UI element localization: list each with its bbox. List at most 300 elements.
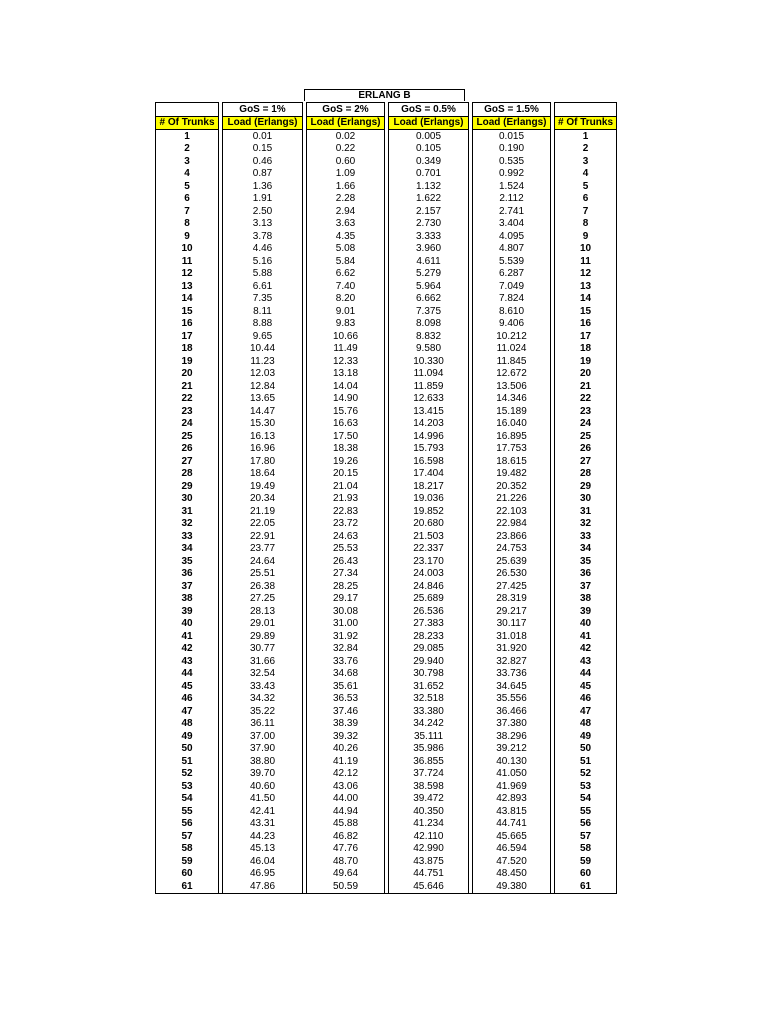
cell-gos-2-col: 1.09 [307,168,385,181]
cell-trunks-col: 20 [156,368,219,381]
cell-gos-1-col: 17.80 [223,455,303,468]
cell-gos-1-col: 5.16 [223,255,303,268]
cell-gos-1-col: 26.38 [223,580,303,593]
cell-gos-2-col: 5.84 [307,255,385,268]
cell-trunks-col: 3 [156,155,219,168]
cell-gos-2-col: 27.34 [307,568,385,581]
table-row [156,218,617,231]
cell-trunks-right-col: 23 [555,405,617,418]
cell-gos-05-col: 35.111 [389,730,469,743]
table-row [156,305,617,318]
table-row [156,768,617,781]
cell-trunks-col: 10 [156,243,219,256]
cell-gos-2-col: 21.93 [307,493,385,506]
cell-trunks-right-col: 40 [555,618,617,631]
cell-trunks-right-col: 57 [555,830,617,843]
cell-trunks-right-col: 58 [555,843,617,856]
cell-gos-2-col: 17.50 [307,430,385,443]
table-row [156,605,617,618]
cell-trunks-right-col: 21 [555,380,617,393]
cell-trunks-right-col: 6 [555,193,617,206]
cell-gos-1-col: 32.54 [223,668,303,681]
cell-gos-05-col: 1.132 [389,180,469,193]
cell-gos-1-col: 23.77 [223,543,303,556]
cell-gos-15-col: 8.610 [473,305,551,318]
cell-trunks-col: 35 [156,555,219,568]
cell-gos-15-col: 47.520 [473,855,551,868]
cell-gos-05-col: 8.098 [389,318,469,331]
cell-gos-2-col: 36.53 [307,693,385,706]
cell-gos-15-col: 11.024 [473,343,551,356]
cell-trunks-right-col: 1 [555,130,617,143]
cell-gos-15-col: 4.095 [473,230,551,243]
table-row [156,868,617,881]
cell-trunks-col: 53 [156,780,219,793]
cell-trunks-right-col: 10 [555,243,617,256]
cell-gos-2-col: 49.64 [307,868,385,881]
cell-gos-05-col: 8.832 [389,330,469,343]
cell-gos-15-col: 43.815 [473,805,551,818]
cell-trunks-right-col: 22 [555,393,617,406]
cell-gos-2-col: 38.39 [307,718,385,731]
cell-gos-05-col: 24.003 [389,568,469,581]
cell-gos-2-col: 30.08 [307,605,385,618]
cell-trunks-col: 56 [156,818,219,831]
cell-gos-2-col: 22.83 [307,505,385,518]
cell-trunks-right-col: 42 [555,643,617,656]
cell-gos-2-col: 43.06 [307,780,385,793]
table-row [156,380,617,393]
cell-trunks-right-col: 19 [555,355,617,368]
table-row [156,343,617,356]
cell-gos-2-col: 6.62 [307,268,385,281]
table-row [156,318,617,331]
cell-gos-15-col: 32.827 [473,655,551,668]
cell-trunks-right-col: 11 [555,255,617,268]
cell-gos-05-col: 35.986 [389,743,469,756]
cell-trunks-col: 24 [156,418,219,431]
cell-trunks-right-col [555,103,617,117]
cell-gos-2-col: 47.76 [307,843,385,856]
cell-gos-15-col: 23.866 [473,530,551,543]
cell-trunks-right-col: 2 [555,143,617,156]
cell-gos-15-col: 0.190 [473,143,551,156]
cell-gos-05-col: 36.855 [389,755,469,768]
cell-gos-15-col: 31.018 [473,630,551,643]
cell-gos-1-col: 2.50 [223,205,303,218]
cell-gos-05-col: 15.793 [389,443,469,456]
cell-trunks-col: 11 [156,255,219,268]
cell-gos-2-col: 1.66 [307,180,385,193]
cell-gos-1-col: 8.11 [223,305,303,318]
cell-gos-1-col: 29.89 [223,630,303,643]
cell-gos-15-col: 2.112 [473,193,551,206]
table-row [156,880,617,893]
cell-trunks-col: 7 [156,205,219,218]
table-row [156,793,617,806]
cell-gos-05-col: 29.085 [389,643,469,656]
cell-gos-05-col: 20.680 [389,518,469,531]
table-row [156,818,617,831]
cell-gos-15-col: 7.049 [473,280,551,293]
cell-gos-15-col: 46.594 [473,843,551,856]
cell-gos-1-col: 39.70 [223,768,303,781]
cell-trunks-right-col: 15 [555,305,617,318]
cell-trunks-col: 46 [156,693,219,706]
cell-trunks-right-col: 29 [555,480,617,493]
cell-trunks-right-col: 43 [555,655,617,668]
cell-gos-1-col: 8.88 [223,318,303,331]
cell-gos-2-col: 28.25 [307,580,385,593]
cell-gos-2-col: 14.04 [307,380,385,393]
cell-gos-1-col: 22.91 [223,530,303,543]
cell-gos-15-col: 45.665 [473,830,551,843]
cell-trunks-col: 29 [156,480,219,493]
cell-gos-05-col: 11.094 [389,368,469,381]
cell-trunks-right-col: # Of Trunks [555,116,617,130]
cell-gos-1-col: 1.91 [223,193,303,206]
cell-gos-15-col: 36.466 [473,705,551,718]
cell-gos-15-col: 2.741 [473,205,551,218]
cell-gos-15-col: 19.482 [473,468,551,481]
cell-gos-2-col: 9.83 [307,318,385,331]
cell-gos-1-col: GoS = 1% [223,103,303,117]
cell-trunks-col: 21 [156,380,219,393]
cell-gos-05-col: 6.662 [389,293,469,306]
table-row [156,330,617,343]
cell-trunks-right-col: 14 [555,293,617,306]
cell-gos-05-col: 29.940 [389,655,469,668]
table-row [156,843,617,856]
cell-gos-15-col: 37.380 [473,718,551,731]
table-row [156,530,617,543]
cell-gos-1-col: 44.23 [223,830,303,843]
cell-trunks-right-col: 24 [555,418,617,431]
table-row [156,630,617,643]
cell-gos-15-col: 9.406 [473,318,551,331]
cell-trunks-col: 27 [156,455,219,468]
table-row [156,618,617,631]
cell-gos-2-col: 0.60 [307,155,385,168]
column-header-row [156,116,617,130]
cell-gos-1-col: Load (Erlangs) [223,116,303,130]
cell-trunks-col: 42 [156,643,219,656]
cell-trunks-col: 45 [156,680,219,693]
cell-gos-05-col: 27.383 [389,618,469,631]
cell-gos-05-col: 38.598 [389,780,469,793]
cell-trunks-right-col: 16 [555,318,617,331]
cell-gos-1-col: 47.86 [223,880,303,893]
cell-gos-2-col: 46.82 [307,830,385,843]
cell-trunks-col: 34 [156,543,219,556]
cell-gos-1-col: 16.96 [223,443,303,456]
cell-gos-1-col: 16.13 [223,430,303,443]
table-row [156,393,617,406]
cell-gos-2-col: 15.76 [307,405,385,418]
cell-trunks-col: 59 [156,855,219,868]
cell-trunks-right-col: 55 [555,805,617,818]
cell-gos-1-col: 3.13 [223,218,303,231]
cell-gos-2-col: 14.90 [307,393,385,406]
cell-trunks-right-col: 48 [555,718,617,731]
cell-gos-1-col: 37.90 [223,743,303,756]
cell-gos-15-col: 30.117 [473,618,551,631]
cell-gos-2-col: 37.46 [307,705,385,718]
cell-gos-15-col: 15.189 [473,405,551,418]
cell-trunks-right-col: 51 [555,755,617,768]
cell-trunks-right-col: 32 [555,518,617,531]
cell-gos-2-col: 35.61 [307,680,385,693]
cell-trunks-right-col: 39 [555,605,617,618]
cell-gos-1-col: 42.41 [223,805,303,818]
cell-trunks-col: 17 [156,330,219,343]
cell-gos-05-col: 42.990 [389,843,469,856]
cell-gos-1-col: 41.50 [223,793,303,806]
cell-trunks-col: 23 [156,405,219,418]
table-row [156,855,617,868]
cell-trunks-col: 14 [156,293,219,306]
cell-gos-2-col: 21.04 [307,480,385,493]
cell-gos-05-col: 4.611 [389,255,469,268]
cell-gos-1-col: 7.35 [223,293,303,306]
cell-trunks-right-col: 17 [555,330,617,343]
cell-gos-1-col: 38.80 [223,755,303,768]
table-row [156,655,617,668]
cell-gos-05-col: 9.580 [389,343,469,356]
cell-gos-15-col: 39.212 [473,743,551,756]
cell-trunks-right-col: 50 [555,743,617,756]
cell-gos-05-col: 17.404 [389,468,469,481]
cell-gos-1-col: 1.36 [223,180,303,193]
cell-gos-05-col: 0.005 [389,130,469,143]
cell-trunks-right-col: 38 [555,593,617,606]
cell-gos-15-col: 49.380 [473,880,551,893]
cell-gos-1-col: 0.87 [223,168,303,181]
cell-trunks-right-col: 7 [555,205,617,218]
cell-gos-2-col: 2.28 [307,193,385,206]
cell-trunks-col: 38 [156,593,219,606]
cell-gos-15-col: 20.352 [473,480,551,493]
cell-trunks-right-col: 4 [555,168,617,181]
cell-trunks-right-col: 49 [555,730,617,743]
cell-gos-1-col: 0.46 [223,155,303,168]
cell-trunks-right-col: 26 [555,443,617,456]
cell-trunks-col [156,103,219,117]
cell-gos-15-col: Load (Erlangs) [473,116,551,130]
cell-gos-05-col: 0.105 [389,143,469,156]
cell-gos-2-col: 42.12 [307,768,385,781]
cell-trunks-right-col: 46 [555,693,617,706]
cell-gos-15-col: 25.639 [473,555,551,568]
table-row [156,830,617,843]
cell-gos-15-col: 33.736 [473,668,551,681]
cell-gos-2-col: 23.72 [307,518,385,531]
cell-gos-1-col: 24.64 [223,555,303,568]
cell-gos-2-col: 40.26 [307,743,385,756]
cell-gos-05-col: 41.234 [389,818,469,831]
cell-gos-15-col: GoS = 1.5% [473,103,551,117]
cell-gos-15-col: 10.212 [473,330,551,343]
cell-trunks-col: 26 [156,443,219,456]
table-row [156,718,617,731]
cell-gos-05-col: 0.701 [389,168,469,181]
cell-gos-05-col: 3.960 [389,243,469,256]
cell-gos-15-col: 6.287 [473,268,551,281]
cell-gos-15-col: 4.807 [473,243,551,256]
cell-trunks-col: 31 [156,505,219,518]
cell-trunks-col: 37 [156,580,219,593]
cell-gos-15-col: 1.524 [473,180,551,193]
cell-gos-15-col: 18.615 [473,455,551,468]
cell-gos-1-col: 4.46 [223,243,303,256]
cell-gos-15-col: 11.845 [473,355,551,368]
table-row [156,705,617,718]
cell-gos-05-col: 18.217 [389,480,469,493]
cell-trunks-col: 13 [156,280,219,293]
table-row [156,180,617,193]
cell-gos-1-col: 43.31 [223,818,303,831]
table-row [156,755,617,768]
cell-trunks-col: 60 [156,868,219,881]
cell-gos-15-col: 38.296 [473,730,551,743]
table-row [156,780,617,793]
cell-gos-1-col: 31.66 [223,655,303,668]
cell-trunks-right-col: 47 [555,705,617,718]
cell-gos-15-col: 7.824 [473,293,551,306]
table-row [156,368,617,381]
cell-gos-2-col: 41.19 [307,755,385,768]
cell-trunks-col: 9 [156,230,219,243]
cell-gos-1-col: 19.49 [223,480,303,493]
cell-gos-05-col: 5.279 [389,268,469,281]
cell-trunks-right-col: 52 [555,768,617,781]
table-row [156,543,617,556]
cell-gos-1-col: 25.51 [223,568,303,581]
cell-gos-1-col: 10.44 [223,343,303,356]
cell-gos-1-col: 18.64 [223,468,303,481]
table-row [156,805,617,818]
cell-gos-05-col: 3.333 [389,230,469,243]
cell-trunks-col: # Of Trunks [156,116,219,130]
cell-gos-2-col: 11.49 [307,343,385,356]
table-row [156,643,617,656]
cell-trunks-col: 22 [156,393,219,406]
cell-gos-05-col: 2.157 [389,205,469,218]
cell-trunks-col: 49 [156,730,219,743]
cell-gos-2-col: 18.38 [307,443,385,456]
cell-trunks-col: 57 [156,830,219,843]
table-row [156,243,617,256]
cell-gos-15-col: 16.895 [473,430,551,443]
cell-gos-15-col: 16.040 [473,418,551,431]
cell-gos-05-col: 43.875 [389,855,469,868]
cell-gos-15-col: 0.992 [473,168,551,181]
cell-trunks-right-col: 8 [555,218,617,231]
cell-trunks-right-col: 30 [555,493,617,506]
table-row [156,743,617,756]
cell-gos-2-col: 5.08 [307,243,385,256]
cell-gos-05-col: 25.689 [389,593,469,606]
cell-trunks-right-col: 28 [555,468,617,481]
cell-gos-1-col: 35.22 [223,705,303,718]
cell-gos-2-col: 12.33 [307,355,385,368]
cell-gos-1-col: 0.15 [223,143,303,156]
table-row [156,230,617,243]
cell-trunks-right-col: 31 [555,505,617,518]
cell-trunks-col: 33 [156,530,219,543]
cell-gos-15-col: 13.506 [473,380,551,393]
table-row [156,268,617,281]
gos-header-row [156,103,617,117]
cell-gos-1-col: 13.65 [223,393,303,406]
cell-gos-05-col: 19.036 [389,493,469,506]
cell-gos-15-col: 48.450 [473,868,551,881]
cell-trunks-col: 39 [156,605,219,618]
cell-gos-15-col: 28.319 [473,593,551,606]
cell-gos-05-col: 1.622 [389,193,469,206]
cell-gos-2-col: 44.94 [307,805,385,818]
cell-gos-2-col: 13.18 [307,368,385,381]
table-row [156,580,617,593]
cell-trunks-right-col: 56 [555,818,617,831]
table-row [156,518,617,531]
table-row [156,155,617,168]
cell-trunks-right-col: 25 [555,430,617,443]
cell-gos-1-col: 5.88 [223,268,303,281]
cell-gos-05-col: GoS = 0.5% [389,103,469,117]
cell-trunks-right-col: 27 [555,455,617,468]
cell-gos-2-col: 31.00 [307,618,385,631]
table-row [156,143,617,156]
cell-gos-2-col: 10.66 [307,330,385,343]
cell-trunks-col: 8 [156,218,219,231]
table-row [156,355,617,368]
cell-gos-05-col: 12.633 [389,393,469,406]
cell-gos-1-col: 45.13 [223,843,303,856]
cell-gos-05-col: 28.233 [389,630,469,643]
cell-trunks-col: 43 [156,655,219,668]
cell-gos-2-col: 25.53 [307,543,385,556]
cell-gos-15-col: 12.672 [473,368,551,381]
cell-gos-05-col: 34.242 [389,718,469,731]
cell-trunks-col: 41 [156,630,219,643]
cell-gos-1-col: 29.01 [223,618,303,631]
cell-gos-15-col: 27.425 [473,580,551,593]
cell-gos-15-col: 0.015 [473,130,551,143]
cell-trunks-right-col: 12 [555,268,617,281]
cell-gos-15-col: 41.969 [473,780,551,793]
cell-trunks-col: 52 [156,768,219,781]
cell-trunks-col: 54 [156,793,219,806]
cell-trunks-right-col: 3 [555,155,617,168]
cell-gos-1-col: 6.61 [223,280,303,293]
table-row [156,405,617,418]
cell-gos-15-col: 3.404 [473,218,551,231]
cell-trunks-col: 36 [156,568,219,581]
cell-gos-2-col: 0.22 [307,143,385,156]
cell-gos-15-col: 24.753 [473,543,551,556]
erlang-b-table [155,102,617,894]
cell-gos-2-col: GoS = 2% [307,103,385,117]
cell-gos-2-col: Load (Erlangs) [307,116,385,130]
table-row [156,680,617,693]
cell-gos-2-col: 7.40 [307,280,385,293]
cell-gos-1-col: 37.00 [223,730,303,743]
cell-gos-2-col: 31.92 [307,630,385,643]
cell-gos-1-col: 34.32 [223,693,303,706]
cell-trunks-right-col: 37 [555,580,617,593]
cell-gos-2-col: 19.26 [307,455,385,468]
